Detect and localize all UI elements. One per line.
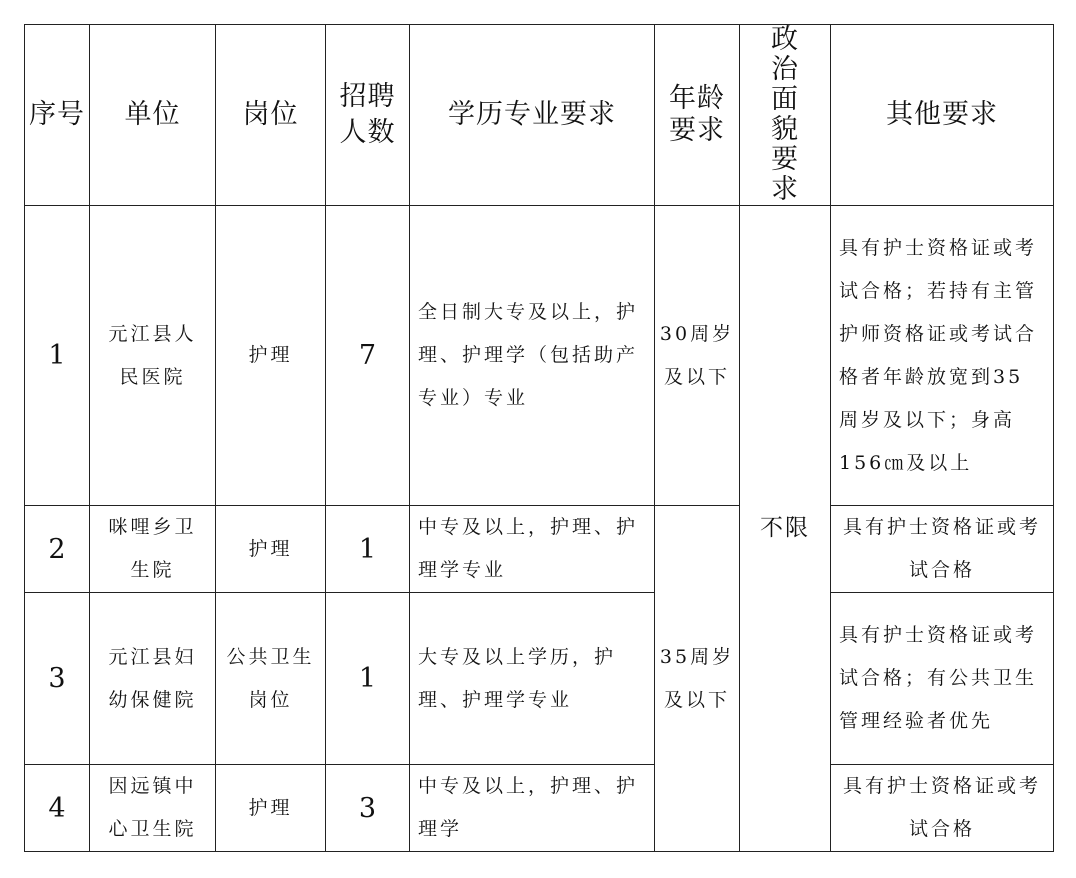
row-index: 1 [25,206,90,506]
row-unit: 元江县妇幼保健院 [90,593,216,765]
row-education: 全日制大专及以上，护理、护理学（包括助产专业）专业 [410,206,655,506]
row-education: 中专及以上，护理、护理学 [410,765,655,852]
header-age: 年龄要求 [655,25,740,206]
row-count: 7 [326,206,410,506]
row-other: 具有护士资格证或考试合格；若持有主管护师资格证或考试合格者年龄放宽到35周岁及以下；身高156㎝及以上 [831,206,1054,506]
table-row [25,593,1054,765]
row-unit: 咪哩乡卫生院 [90,506,216,593]
header-political: 政治面貌要求 [740,25,831,206]
row-index: 3 [25,593,90,765]
row-index: 4 [25,765,90,852]
row-age: 30周岁及以下 [655,206,740,506]
row-unit: 元江县人民医院 [90,206,216,506]
header-education: 学历专业要求 [410,25,655,206]
row-index: 2 [25,506,90,593]
row-count: 1 [326,593,410,765]
row-education: 大专及以上学历，护理、护理学专业 [410,593,655,765]
row-other: 具有护士资格证或考试合格 [831,765,1054,852]
table-row [25,206,1054,506]
header-other: 其他要求 [831,25,1054,206]
row-position: 护理 [216,506,326,593]
row-count: 3 [326,765,410,852]
header-count: 招聘人数 [326,25,410,206]
political-cell: 不限 [740,206,831,852]
row-position: 护理 [216,765,326,852]
shared-age-cell: 35周岁及以下 [655,506,740,852]
row-unit: 因远镇中心卫生院 [90,765,216,852]
header-row [25,25,1054,206]
table-row [25,765,1054,852]
row-other: 具有护士资格证或考试合格 [831,506,1054,593]
row-other: 具有护士资格证或考试合格；有公共卫生管理经验者优先 [831,593,1054,765]
row-count: 1 [326,506,410,593]
header-unit: 单位 [90,25,216,206]
header-position: 岗位 [216,25,326,206]
table-row [25,506,1054,593]
row-position: 公共卫生岗位 [216,593,326,765]
recruitment-table [24,24,1054,852]
header-index: 序号 [25,25,90,206]
row-position: 护理 [216,206,326,506]
row-education: 中专及以上，护理、护理学专业 [410,506,655,593]
